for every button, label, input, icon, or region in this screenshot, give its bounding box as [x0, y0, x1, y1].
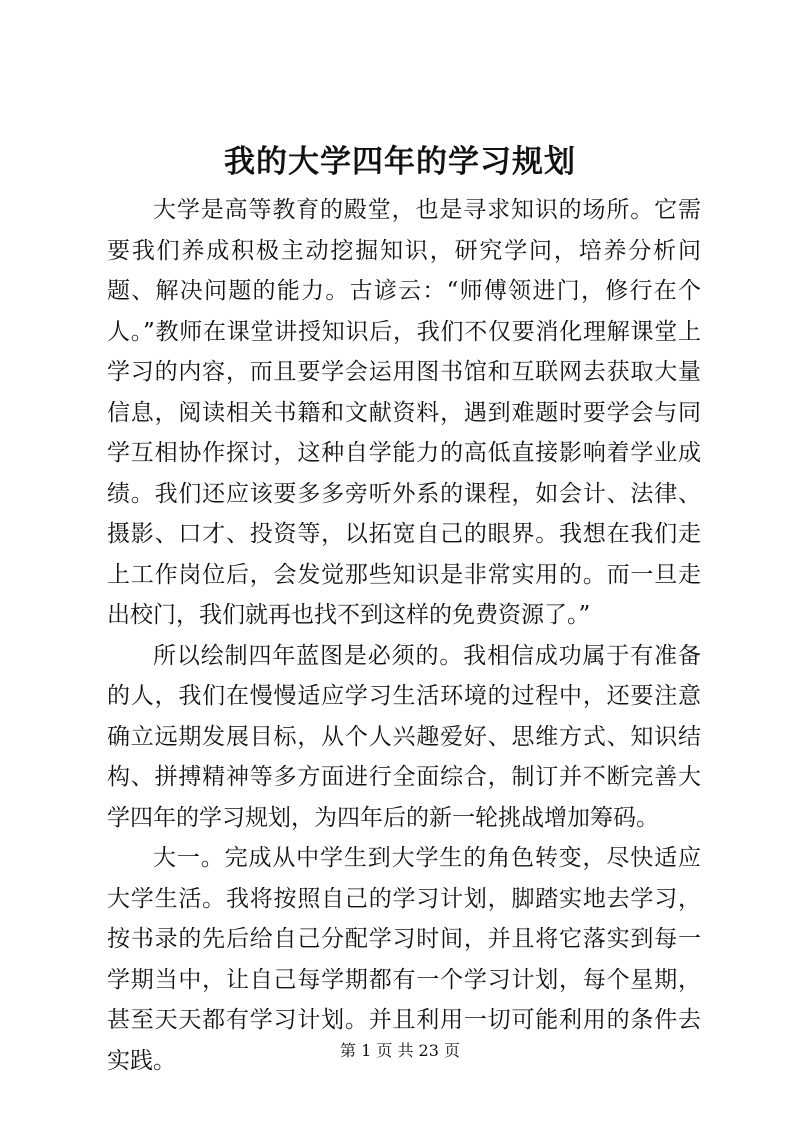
document-title: 我的大学四年的学习规划 [224, 144, 576, 180]
paragraph-2: 所以绘制四年蓝图是必须的。我相信成功属于有准备的人，我们在慢慢适应学习生活环境的过程中，还要注意确立远期发展目标，从个人兴趣爱好、思维方式、知识结构、拼搏精神等多方面进行全面综合，制订并不断完善大学四年的学习规划，为四年后的新一轮挑战增加筹码。 [107, 642, 701, 831]
document-body [107, 190, 701, 1081]
paragraph-3: 大一。完成从中学生到大学生的角色转变，尽快适应大学生活。我将按照自己的学习计划，脚踏实地去学习，按书录的先后给自己分配学习时间，并且将它落实到每一学期当中，让自己每学期都有一个学习计划，每个星期，甚至天天都有学习计划。并且利用一切可能利用的条件去实践。 [107, 845, 701, 1074]
paragraph-1: 大学是高等教育的殿堂，也是寻求知识的场所。它需要我们养成积极主动挖掘知识，研究学问，培养分析问题、解决问题的能力。古谚云：“师傅领进门，修行在个人。”教师在课堂讲授知识后，我们不仅要消化理解课堂上学习的内容，而且要学会运用图书馆和互联网去获取大量信息，阅读相关书籍和文献资料，遇到难题时要学会与同学互相协作探讨，这种自学能力的高低直接影响着学业成绩。我们还应该要多多旁听外系的课程，如会计、法律、摄影、口才、投资等，以拓宽自己的眼界。我想在我们走上工作岗位后，会发觉那些知识是非常实用的。而一旦走出校门，我们就再也找不到这样的免费资源了。” [107, 197, 701, 628]
page-number-footer: 第 1 页 共 23 页 [340, 1041, 460, 1060]
